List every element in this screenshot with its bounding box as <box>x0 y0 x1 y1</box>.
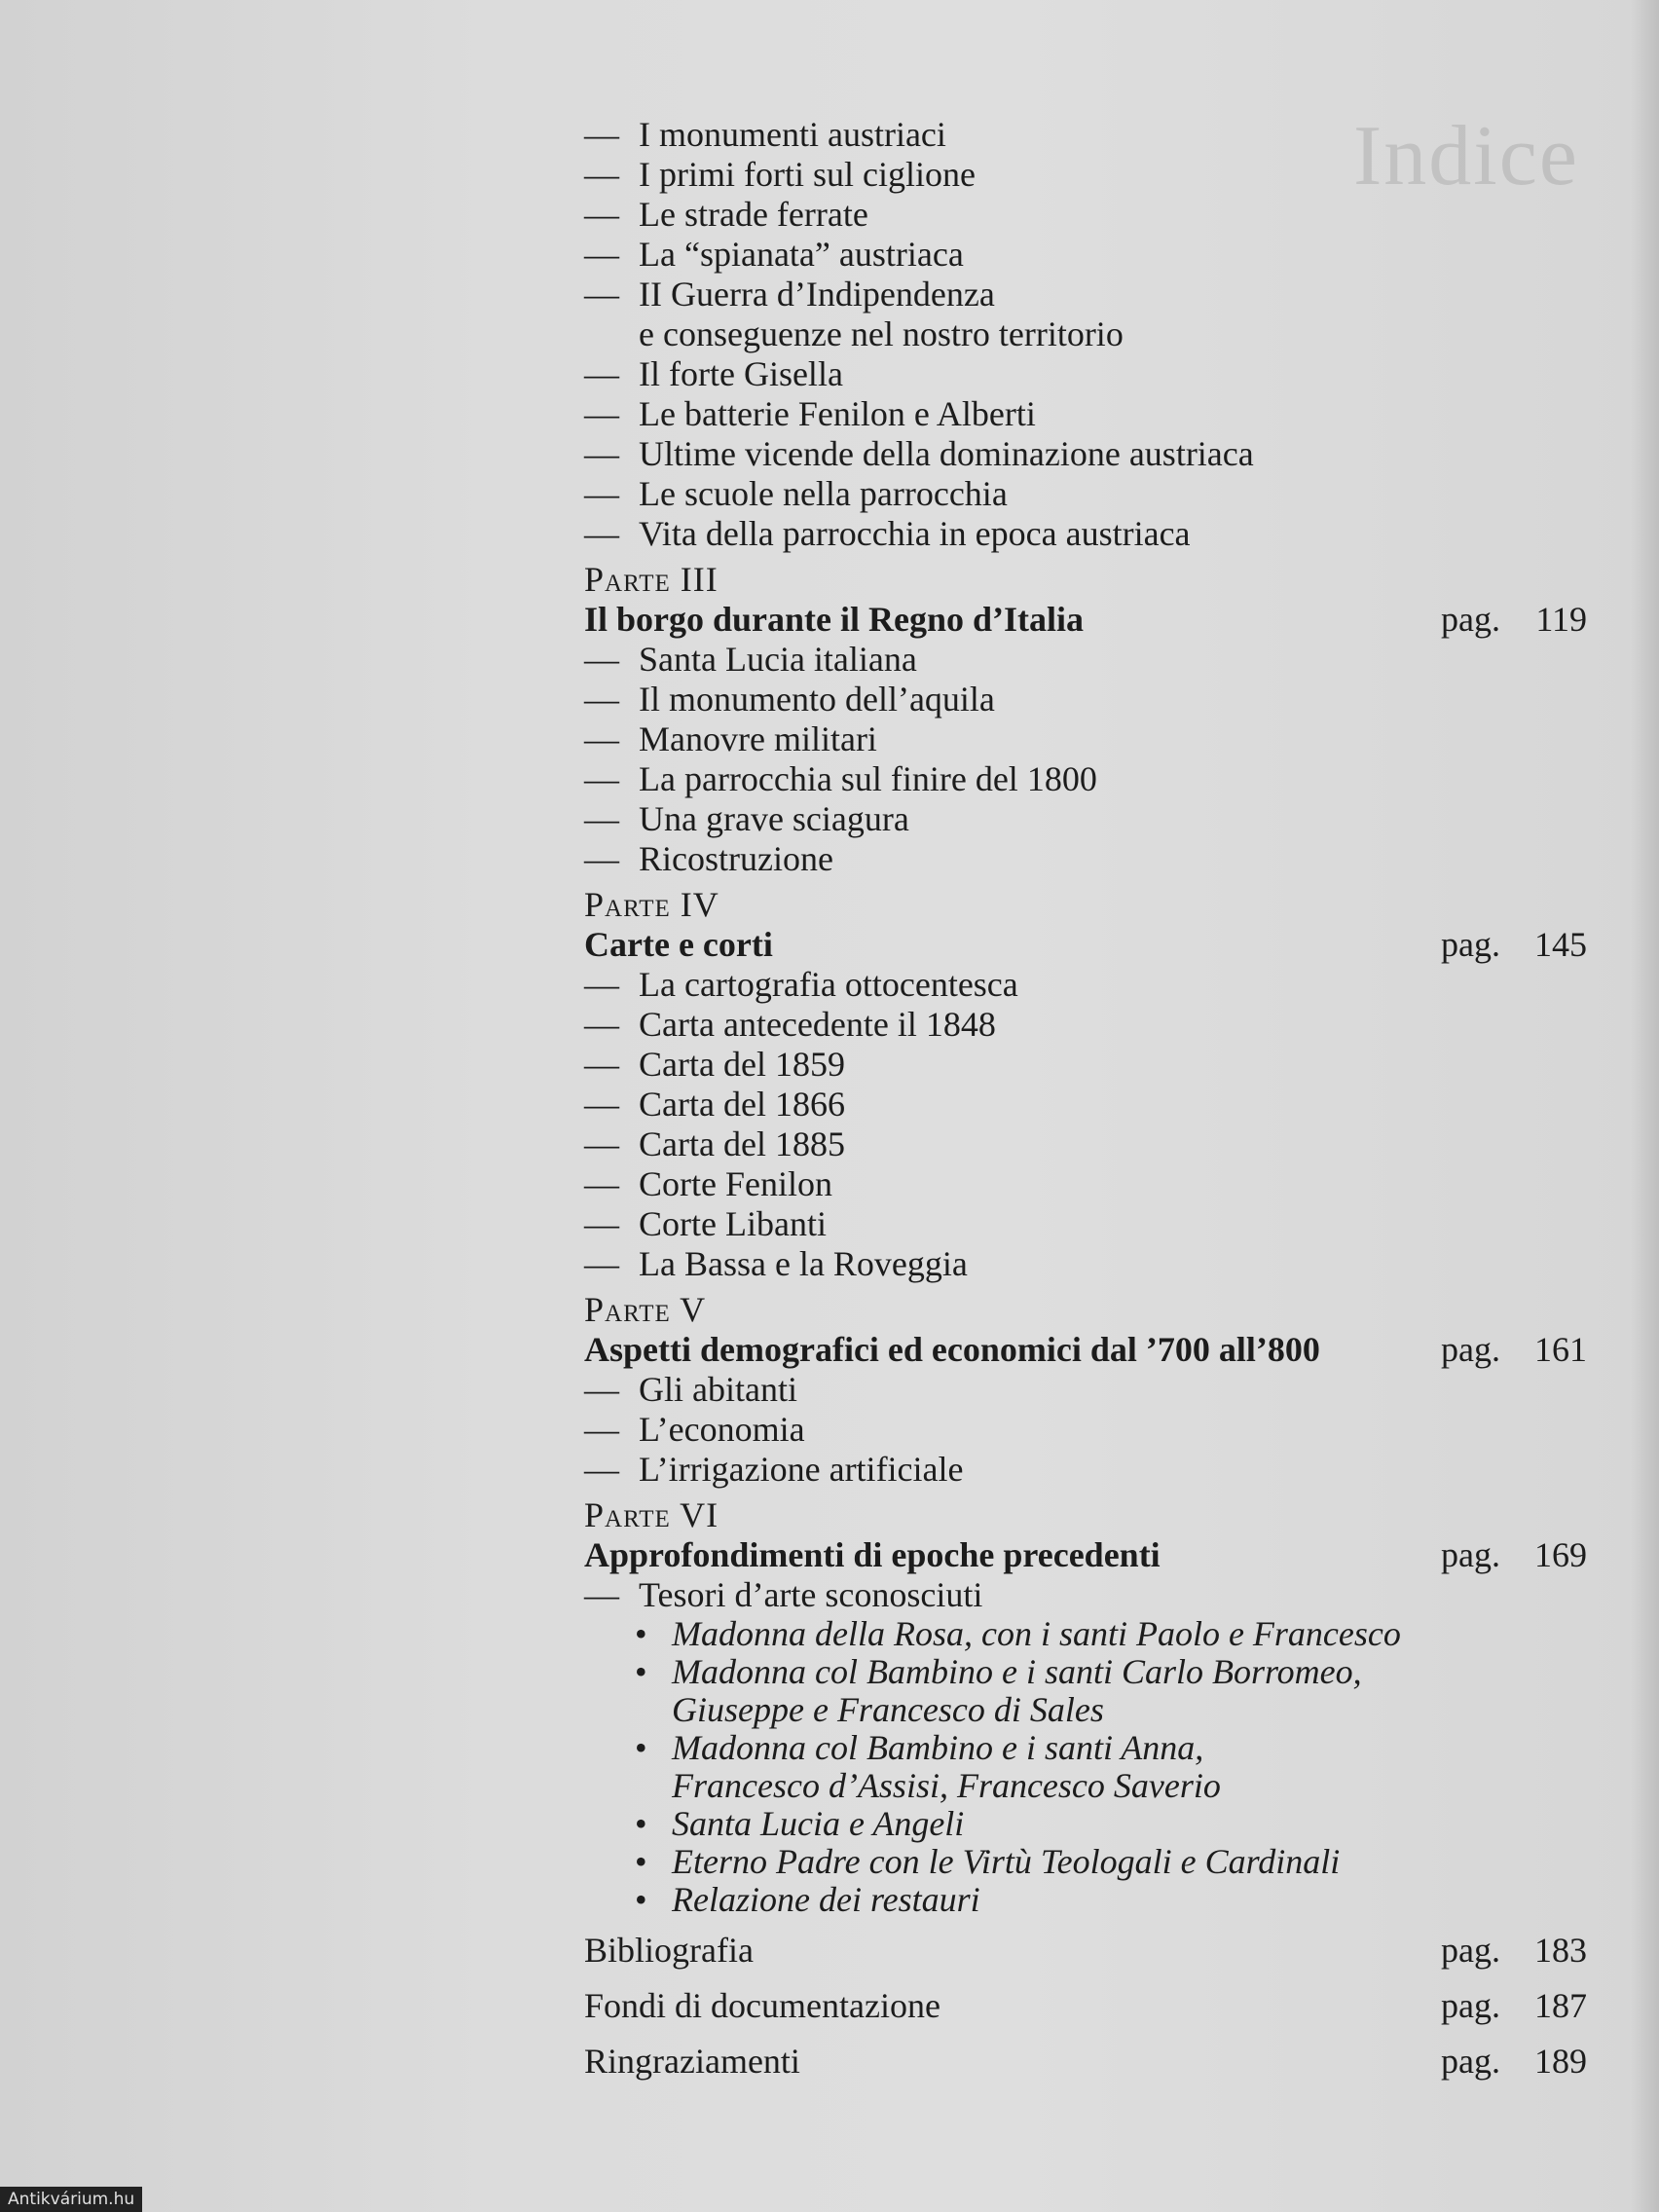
page-ref <box>1441 2034 1587 2089</box>
page-word: pag. <box>1441 1535 1500 1574</box>
section-title: Bibliografia <box>584 1931 754 1970</box>
section-title: Il borgo durante il Regno d’Italia <box>584 600 1085 639</box>
dash-marker: — <box>584 680 619 719</box>
item-text: La Bassa e la Roveggia <box>639 1244 968 1283</box>
end-section-bibliografia <box>584 1923 1587 1978</box>
item-text: e conseguenze nel nostro territorio <box>639 314 1124 353</box>
list-item <box>584 1575 1587 1615</box>
dash-marker: — <box>584 1575 619 1614</box>
item-text: I primi forti sul ciglione <box>639 155 976 194</box>
page-number: 169 <box>1534 1535 1587 1574</box>
item-text: La cartografia ottocentesca <box>639 965 1018 1004</box>
page-word: pag. <box>1441 1986 1500 2025</box>
item-text: Madonna col Bambino e i santi Anna, <box>672 1728 1204 1767</box>
dash-marker: — <box>584 195 619 234</box>
item-text: Giuseppe e Francesco di Sales <box>672 1690 1104 1729</box>
list-item <box>584 195 1587 235</box>
list-item <box>584 839 1587 879</box>
part-label: Parte IV <box>584 885 719 924</box>
item-text: Il monumento dell’aquila <box>639 680 995 719</box>
dash-marker: — <box>584 1085 619 1124</box>
list-item <box>584 719 1587 759</box>
dash-marker: — <box>584 155 619 194</box>
list-item <box>584 1164 1587 1204</box>
bullet-item <box>584 1615 1587 1653</box>
list-item <box>584 1204 1587 1244</box>
dash-marker: — <box>584 514 619 553</box>
dash-marker: — <box>584 394 619 433</box>
intro-list <box>584 115 1587 554</box>
bullet-marker: • <box>635 1728 647 1767</box>
item-text: Le scuole nella parrocchia <box>639 474 1008 513</box>
dash-marker: — <box>584 354 619 393</box>
page-number: 183 <box>1534 1931 1587 1970</box>
section-heading <box>584 1535 1587 1575</box>
section-title: Aspetti demografici ed economici dal ’700 all’800 <box>584 1330 1320 1369</box>
list-item <box>584 1370 1587 1410</box>
section-title: Ringraziamenti <box>584 2042 800 2081</box>
item-text: La “spianata” austriaca <box>639 235 964 274</box>
page-ref <box>1441 1978 1587 2034</box>
section-heading <box>584 925 1587 965</box>
item-text: Il forte Gisella <box>639 354 843 393</box>
dash-marker: — <box>584 965 619 1004</box>
dash-marker: — <box>584 1244 619 1283</box>
item-text: Carta del 1885 <box>639 1124 845 1163</box>
dash-marker: — <box>584 719 619 758</box>
end-sections <box>584 1923 1587 2089</box>
bullet-marker: • <box>635 1880 647 1919</box>
list-item <box>584 680 1587 719</box>
watermark-label: Antikvárium.hu <box>0 2187 142 2212</box>
part-label: Parte III <box>584 560 719 599</box>
dash-marker: — <box>584 799 619 838</box>
section-heading <box>584 1330 1587 1370</box>
bullet-item <box>584 1653 1587 1691</box>
list-item <box>584 1244 1587 1284</box>
item-text: Le strade ferrate <box>639 195 868 234</box>
end-section-ringraziamenti <box>584 2034 1587 2089</box>
bullet-marker: • <box>635 1804 647 1843</box>
section-heading <box>584 600 1587 640</box>
artworks-list <box>584 1615 1587 1919</box>
page-word: pag. <box>1441 600 1500 639</box>
item-text: Ultime vicende della dominazione austriaca <box>639 434 1254 473</box>
dash-marker: — <box>584 474 619 513</box>
page-ref <box>1441 600 1587 640</box>
dash-marker: — <box>584 115 619 154</box>
page-number: 187 <box>1534 1986 1587 2025</box>
page-word: pag. <box>1441 2042 1500 2081</box>
section-parte-vi <box>584 1495 1587 1919</box>
page-word: pag. <box>1441 925 1500 964</box>
list-item <box>584 275 1587 314</box>
page-word: pag. <box>1441 1931 1500 1970</box>
page-ref <box>1441 1535 1587 1575</box>
item-text: Santa Lucia italiana <box>639 640 917 679</box>
page-number: 161 <box>1534 1330 1587 1369</box>
end-section-fondi <box>584 1978 1587 2034</box>
part-label: Parte VI <box>584 1495 719 1534</box>
dash-marker: — <box>584 1204 619 1243</box>
item-text: Carta antecedente il 1848 <box>639 1005 996 1044</box>
page-edge-shadow <box>1630 0 1659 2212</box>
list-item <box>584 1124 1587 1164</box>
bullet-item <box>584 1805 1587 1843</box>
list-item <box>584 799 1587 839</box>
dash-marker: — <box>584 1124 619 1163</box>
dash-marker: — <box>584 839 619 878</box>
bullet-item <box>584 1881 1587 1919</box>
dash-marker: — <box>584 275 619 313</box>
bullet-marker: • <box>635 1614 647 1653</box>
item-text: II Guerra d’Indipendenza <box>639 275 995 313</box>
page-number: 189 <box>1534 2042 1587 2081</box>
dash-marker: — <box>584 1410 619 1449</box>
page-number: 119 <box>1535 600 1587 639</box>
page-ref <box>1441 1923 1587 1978</box>
item-text: Madonna della Rosa, con i santi Paolo e Francesco <box>672 1614 1401 1653</box>
list-item <box>584 1410 1587 1450</box>
item-text: Relazione dei restauri <box>672 1880 980 1919</box>
bullet-item-continuation <box>584 1767 1587 1805</box>
item-text: Le batterie Fenilon e Alberti <box>639 394 1036 433</box>
list-item-continuation <box>584 314 1587 354</box>
bullet-marker: • <box>635 1842 647 1881</box>
item-text: Corte Libanti <box>639 1204 827 1243</box>
dash-marker: — <box>584 1005 619 1044</box>
list-item <box>584 394 1587 434</box>
dash-marker: — <box>584 759 619 798</box>
list-item <box>584 965 1587 1005</box>
list-item <box>584 1085 1587 1124</box>
list-item <box>584 354 1587 394</box>
page-number: 145 <box>1534 925 1587 964</box>
item-text: Gli abitanti <box>639 1370 797 1409</box>
bullet-item-continuation <box>584 1691 1587 1729</box>
list-item <box>584 1045 1587 1085</box>
list-item <box>584 759 1587 799</box>
item-text: Una grave sciagura <box>639 799 909 838</box>
bullet-item <box>584 1843 1587 1881</box>
item-text: L’economia <box>639 1410 805 1449</box>
item-text: Santa Lucia e Angeli <box>672 1804 965 1843</box>
section-parte-iii <box>584 560 1587 879</box>
item-text: Madonna col Bambino e i santi Carlo Borromeo, <box>672 1652 1362 1691</box>
item-text: L’irrigazione artificiale <box>639 1450 964 1489</box>
list-item <box>584 235 1587 275</box>
dash-marker: — <box>584 1045 619 1084</box>
dash-marker: — <box>584 1450 619 1489</box>
ghost-index-title: Indice <box>1353 109 1579 203</box>
section-parte-v <box>584 1290 1587 1490</box>
part-label: Parte V <box>584 1290 707 1329</box>
dash-marker: — <box>584 434 619 473</box>
list-item <box>584 115 1587 155</box>
item-text: Carta del 1859 <box>639 1045 845 1084</box>
dash-marker: — <box>584 640 619 679</box>
item-text: La parrocchia sul finire del 1800 <box>639 759 1097 798</box>
list-item <box>584 474 1587 514</box>
item-text: I monumenti austriaci <box>639 115 946 154</box>
list-item <box>584 434 1587 474</box>
bullet-marker: • <box>635 1652 647 1691</box>
dash-marker: — <box>584 235 619 274</box>
list-item <box>584 640 1587 680</box>
bullet-item <box>584 1729 1587 1767</box>
item-text: Corte Fenilon <box>639 1164 832 1203</box>
item-text: Francesco d’Assisi, Francesco Saverio <box>672 1766 1221 1805</box>
dash-marker: — <box>584 1164 619 1203</box>
page-ref <box>1441 925 1587 965</box>
item-text: Tesori d’arte sconosciuti <box>639 1575 983 1614</box>
section-title: Carte e corti <box>584 925 773 964</box>
section-parte-iv <box>584 885 1587 1284</box>
list-item <box>584 1450 1587 1490</box>
list-item <box>584 1005 1587 1045</box>
item-text: Vita della parrocchia in epoca austriaca <box>639 514 1191 553</box>
section-title: Fondi di documentazione <box>584 1986 940 2025</box>
dash-marker: — <box>584 1370 619 1409</box>
table-of-contents <box>584 115 1587 2089</box>
item-text: Manovre militari <box>639 719 877 758</box>
section-title: Approfondimenti di epoche precedenti <box>584 1535 1161 1574</box>
page-word: pag. <box>1441 1330 1500 1369</box>
item-text: Ricostruzione <box>639 839 833 878</box>
list-item <box>584 155 1587 195</box>
item-text: Eterno Padre con le Virtù Teologali e Cardinali <box>672 1842 1341 1881</box>
item-text: Carta del 1866 <box>639 1085 845 1124</box>
list-item <box>584 514 1587 554</box>
page-ref <box>1441 1330 1587 1370</box>
